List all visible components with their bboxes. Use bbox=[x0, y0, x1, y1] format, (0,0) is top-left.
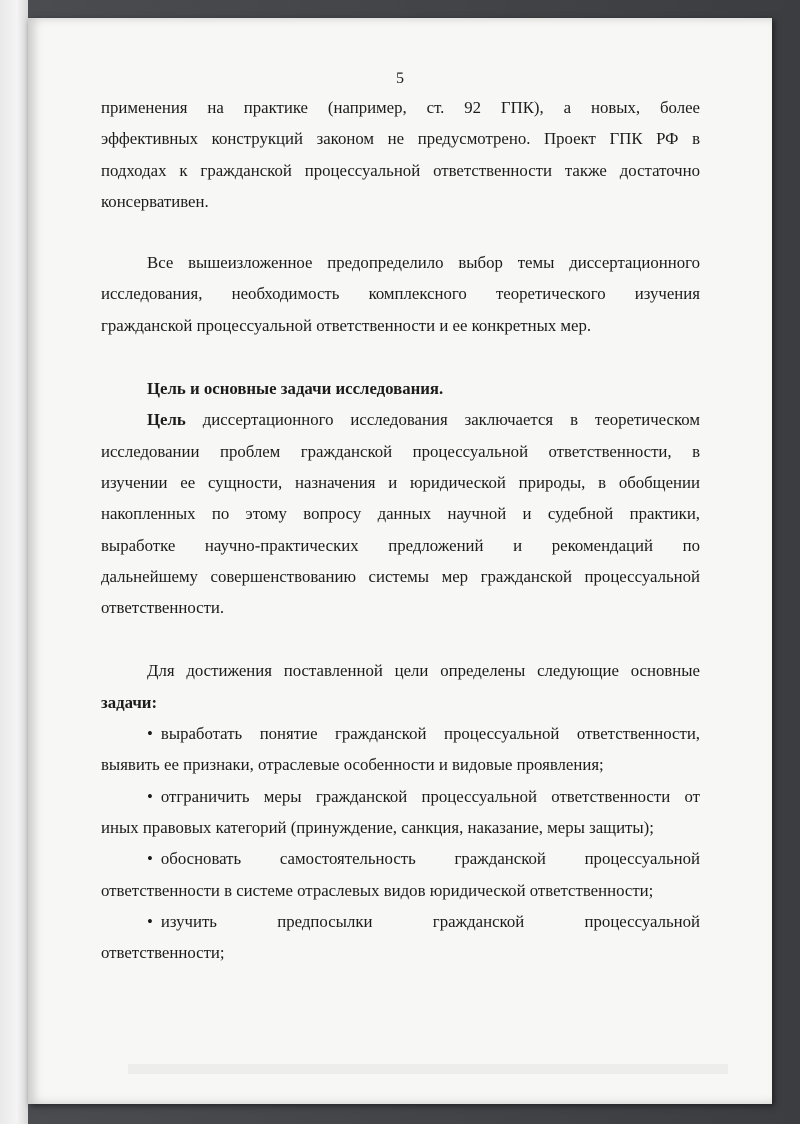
goal-term: Цель bbox=[147, 410, 186, 430]
paragraph-line: эффективных конструкций законом не предусмотрено. Проект ГПК РФ в bbox=[101, 129, 700, 149]
bullet-icon: • bbox=[147, 849, 153, 869]
bleed-through-text bbox=[128, 1038, 728, 1098]
paragraph-line: гражданской процессуальной ответственности и ее конкретных мер. bbox=[101, 315, 592, 335]
bullet-continuation: ответственности; bbox=[101, 943, 225, 963]
tasks-label: задачи: bbox=[101, 692, 158, 712]
paragraph-line: Для достижения поставленной цели определены следующие основные bbox=[147, 661, 700, 681]
bullet-item bbox=[101, 781, 700, 812]
bullet-continuation: иных правовых категорий (принуждение, санкция, наказание, меры защиты); bbox=[101, 817, 654, 837]
paragraph-line: применения на практике (например, ст. 92 ГПК), а новых, более bbox=[101, 98, 700, 117]
paragraph-line: подходах к гражданской процессуальной ответственности также достаточно bbox=[101, 160, 700, 180]
page-body bbox=[101, 92, 700, 968]
section-heading: Цель и основные задачи исследования. bbox=[147, 379, 444, 399]
paragraph-line: дальнейшему совершенствованию системы мер гражданской процессуальной bbox=[101, 566, 700, 586]
bullet-item bbox=[101, 906, 700, 937]
bullet-icon: • bbox=[147, 724, 153, 744]
bullet-item bbox=[101, 843, 700, 874]
paragraph-line: ответственности. bbox=[101, 598, 225, 618]
page-number: 5 bbox=[396, 70, 404, 87]
facing-page-edge bbox=[0, 0, 28, 1124]
bullet-continuation: выявить ее признаки, отраслевые особенности и видовые проявления; bbox=[101, 755, 604, 775]
paragraph-line: исследования, необходимость комплексного теоретического изучения bbox=[101, 284, 700, 304]
paragraph-line: изучении ее сущности, назначения и юридической природы, в обобщении bbox=[101, 472, 700, 492]
paragraph-line: консервативен. bbox=[101, 191, 209, 211]
paragraph-line bbox=[101, 404, 700, 435]
paragraph-line: выработке научно-практических предложений и рекомендаций по bbox=[101, 535, 700, 555]
bullet-continuation: ответственности в системе отраслевых видов юридической ответственности; bbox=[101, 880, 654, 900]
bullet-text: изучить предпосылки гражданской процессуальной bbox=[160, 911, 700, 931]
paragraph-line: исследовании проблем гражданской процессуальной ответственности, в bbox=[101, 441, 700, 461]
paragraph-line: Все вышеизложенное предопределило выбор темы диссертационного bbox=[147, 253, 700, 273]
goal-text: диссертационного исследования заключается в теоретическом bbox=[185, 410, 700, 430]
bullet-item bbox=[101, 718, 700, 749]
bullet-icon: • bbox=[147, 911, 153, 931]
bullet-text: обосновать самостоятельность гражданской процессуальной bbox=[160, 849, 700, 869]
bullet-icon: • bbox=[147, 786, 153, 806]
bullet-text: отграничить меры гражданской процессуальной ответственности от bbox=[160, 786, 700, 806]
paragraph-line: накопленных по этому вопросу данных научной и судебной практики, bbox=[101, 504, 700, 524]
bullet-text: выработать понятие гражданской процессуальной ответственности, bbox=[160, 724, 700, 744]
